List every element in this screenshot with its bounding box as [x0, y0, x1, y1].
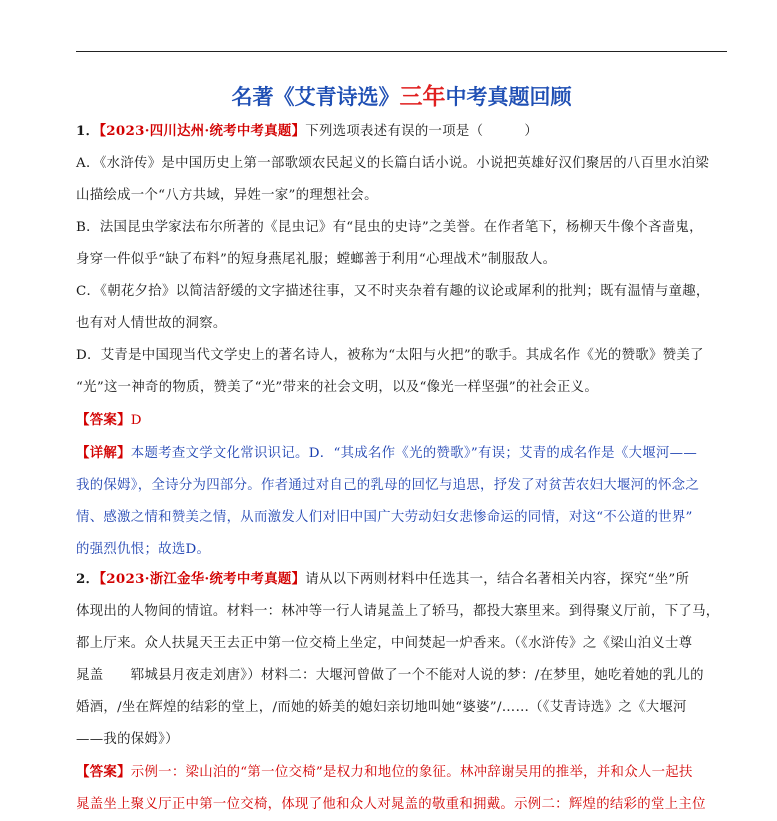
title-accent: 三年 — [399, 83, 446, 110]
q2-stem-line4: 晁盖 郓城县月夜走刘唐》）材料二：大堰河曾做了一个不能对人说的梦：/在梦里，她吃着她的乳儿的 — [76, 668, 704, 683]
q1-option-c-line1: C．《朝花夕拾》以简洁舒缓的文字描述往事，又不时夹杂着有趣的议论或犀利的批判；既有温情与童趣， — [76, 284, 710, 299]
q2-answer-text1: 示例一：梁山泊的“第一位交椅”是权力和地位的象征。林冲辞谢吴用的推举，并和众人一起扶 — [130, 765, 693, 780]
q1-option-b-line1: B．法国昆虫学家法布尔所著的《昆虫记》有“昆虫的史诗”之美誉。在作者笔下，杨柳天牛像个吝啬鬼， — [76, 220, 703, 235]
page-title — [76, 78, 727, 111]
q2-stem-line6: ——我的保姆》） — [76, 732, 179, 747]
title-part1: 名著《艾青诗选》 — [231, 84, 400, 109]
q2-answer-label: 【答案】 — [76, 764, 131, 780]
q2-stem-text1: 请从以下两则材料中任选其一，结合名著相关内容，探究“坐”所 — [305, 572, 690, 587]
q2-stem-line1 — [76, 563, 728, 596]
q1-option-d-line1: D．艾青是中国现当代文学史上的著名诗人，被称为“太阳与火把”的歌手。其成名作《光的赞歌》赞美了 — [76, 348, 704, 363]
question-1 — [76, 115, 728, 566]
q2-source-tag: 【2023·浙江金华·统考中考真题】 — [99, 571, 306, 587]
q2-stem-line5: 婚酒，/坐在辉煌的结彩的堂上，/而她的娇美的媳妇亲切地叫她“婆婆”/……（《艾青诗选》之《大堰河 — [76, 700, 687, 715]
q1-answer — [76, 404, 728, 437]
q1-detail-line3: 情、感激之情和赞美之情，从而激发人们对旧中国广大劳动妇女悲惨命运的同情，对这“不公道的世界” — [76, 510, 693, 525]
question-2 — [76, 563, 728, 821]
q1-stem-line — [76, 115, 728, 148]
q2-stem-line3: 都上厅来。众人扶晁天王去正中第一位交椅上坐定，中间焚起一炉香来。（《水浒传》之《梁山泊义士尊 — [76, 636, 693, 651]
q1-option-a-line1: A．《水浒传》是中国历史上第一部歌颂农民起义的长篇白话小说。小说把英雄好汉们聚居的八百里水泊梁 — [76, 156, 710, 171]
q1-detail-line2: 我的保姆》，全诗分为四部分。作者通过对自己的乳母的回忆与追思，抒发了对贫苦农妇大堰河的怀念之 — [76, 478, 700, 493]
q2-number: 2． — [76, 571, 100, 587]
q2-stem-line2: 体现出的人物间的情谊。材料一：林冲等一行人请晁盖上了轿马，都投大寨里来。到得聚义厅前，下了马， — [76, 604, 720, 619]
q1-detail-line4: 的强烈仇恨；故选D。 — [76, 542, 211, 557]
q1-option-b-line2: 身穿一件似乎“缺了布料”的短身燕尾礼服；螳螂善于利用“心理战术”制服敌人。 — [76, 252, 557, 267]
q1-answer-label: 【答案】 — [76, 412, 131, 428]
header-rule — [76, 51, 727, 52]
title-part2: 中考真题回顾 — [445, 84, 572, 109]
q1-detail-label: 【详解】 — [76, 445, 131, 461]
q1-source-tag: 【2023·四川达州·统考中考真题】 — [99, 123, 306, 139]
q1-option-a-line2: 山描绘成一个“八方共域，异姓一家”的理想社会。 — [76, 188, 378, 203]
q2-answer-line1 — [76, 756, 728, 789]
q2-answer-line2: 晁盖坐上聚义厅正中第一位交椅，体现了他和众人对晁盖的敬重和拥戴。示例二：辉煌的结彩的堂上主位 — [76, 797, 706, 812]
q1-option-c-line2: 也有对人情世故的洞察。 — [76, 316, 227, 331]
q1-stem: 下列选项表述有误的一项是（ ） — [305, 124, 539, 139]
q1-answer-value: D — [130, 413, 142, 428]
q1-detail-text1: 本题考查文学文化常识识记。D．“其成名作《光的赞歌》”有误；艾青的成名作是《大堰河—— — [130, 446, 698, 461]
q1-detail-line1 — [76, 437, 728, 470]
q1-number: 1． — [76, 123, 100, 139]
q1-option-d-line2: “光”这一神奇的物质，赞美了“光”带来的社会文明，以及“像光一样坚强”的社会正义。 — [76, 380, 599, 395]
